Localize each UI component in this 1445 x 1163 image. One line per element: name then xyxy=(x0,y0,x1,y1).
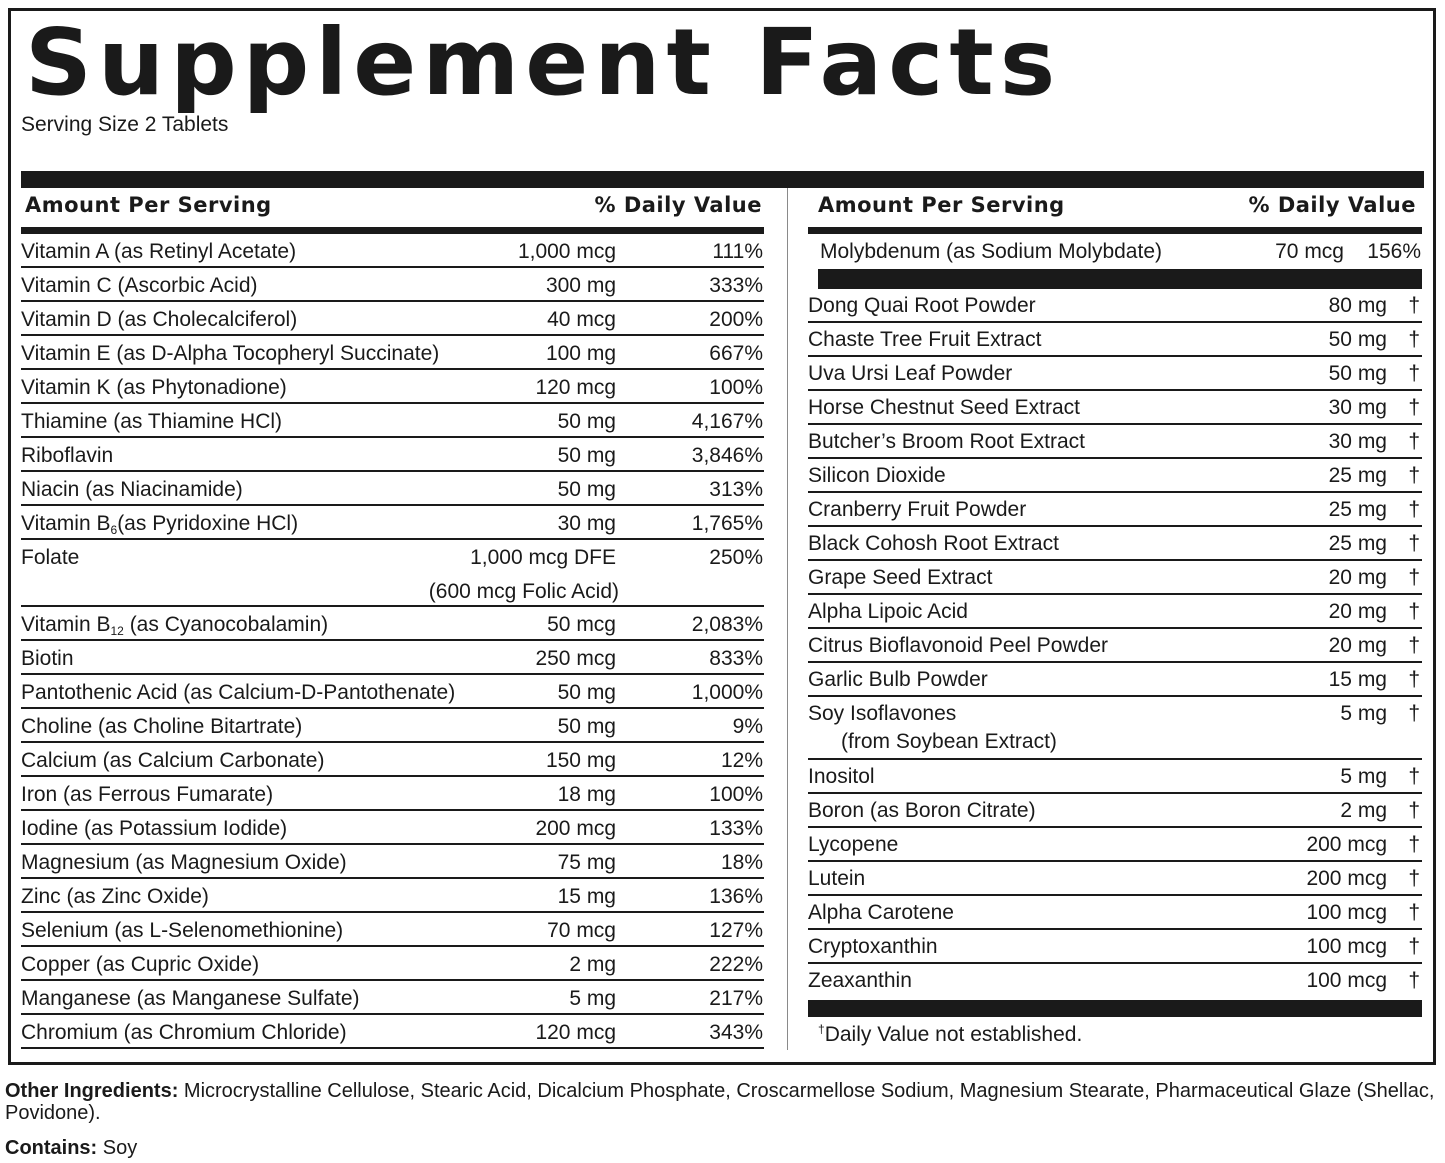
ingredient-name: Citrus Bioflavonoid Peel Powder xyxy=(808,634,1108,657)
nutrient-amount: 2 mg xyxy=(569,953,616,976)
nutrient-name xyxy=(21,613,328,637)
ingredient-name: Garlic Bulb Powder xyxy=(808,668,988,691)
nutrient-row xyxy=(21,302,764,336)
nutrient-row xyxy=(21,811,764,845)
nutrient-amount: 18 mg xyxy=(557,783,616,806)
nutrient-name: Pantothenic Acid (as Calcium-D-Pantothenate) xyxy=(21,681,456,704)
nutrient-name xyxy=(21,512,298,536)
nutrient-daily-value: 200% xyxy=(709,308,763,331)
nutrient-daily-value: 9% xyxy=(732,715,763,738)
right-ingredient-list xyxy=(808,289,1422,998)
nutrient-row xyxy=(21,981,764,1015)
ingredient-amount: 20 mg xyxy=(1328,600,1387,623)
dagger-symbol: † xyxy=(1408,498,1420,521)
ingredient-amount: 80 mg xyxy=(1328,294,1387,317)
nutrient-name: Choline (as Choline Bitartrate) xyxy=(21,715,303,738)
ingredient-row xyxy=(808,357,1422,391)
ingredient-name: Soy Isoflavones xyxy=(808,702,957,725)
nutrient-amount: 50 mcg xyxy=(547,613,616,636)
left-header xyxy=(21,188,764,234)
nutrient-row xyxy=(21,845,764,879)
header-amount-per-serving: Amount Per Serving xyxy=(25,193,272,217)
ingredient-name: Grape Seed Extract xyxy=(808,566,993,589)
dagger-symbol: † xyxy=(1408,362,1420,385)
other-ingredients xyxy=(5,1080,1435,1124)
nutrient-row xyxy=(21,370,764,404)
nutrient-daily-value: 4,167% xyxy=(691,410,763,433)
nutrient-amount: 50 mg xyxy=(557,444,616,467)
dagger-symbol: † xyxy=(1408,765,1420,788)
dagger-symbol: † xyxy=(1408,702,1420,725)
nutrient-row xyxy=(21,743,764,777)
nutrient-daily-value: 156% xyxy=(1367,240,1421,263)
nutrient-name: Vitamin E (as D-Alpha Tocopheryl Succinate) xyxy=(21,342,440,365)
nutrient-amount: 50 mg xyxy=(557,715,616,738)
nutrient-daily-value: 1,000% xyxy=(691,681,763,704)
nutrient-row-molybdenum xyxy=(808,234,1422,269)
ingredient-name: Horse Chestnut Seed Extract xyxy=(808,396,1080,419)
dagger-symbol: † xyxy=(1408,328,1420,351)
ingredient-name: Silicon Dioxide xyxy=(808,464,946,487)
nutrient-daily-value: 313% xyxy=(709,478,763,501)
nutrient-daily-value: 667% xyxy=(709,342,763,365)
bottom-divider-bar xyxy=(808,1000,1422,1017)
ingredient-row xyxy=(808,760,1422,794)
nutrient-row xyxy=(21,506,764,540)
nutrient-amount: 70 mcg xyxy=(547,919,616,942)
nutrient-name: Vitamin D (as Cholecalciferol) xyxy=(21,308,298,331)
nutrient-daily-value: 250% xyxy=(709,546,763,569)
nutrient-row xyxy=(21,607,764,641)
nutrient-amount: 75 mg xyxy=(557,851,616,874)
ingredient-row xyxy=(808,561,1422,595)
nutrient-row xyxy=(21,641,764,675)
dagger-symbol: † xyxy=(1408,935,1420,958)
ingredient-amount: 5 mg xyxy=(1340,765,1387,788)
nutrient-daily-value: 333% xyxy=(709,274,763,297)
ingredient-row xyxy=(808,629,1422,663)
nutrient-name: Magnesium (as Magnesium Oxide) xyxy=(21,851,347,874)
nutrient-row xyxy=(21,777,764,811)
ingredient-name: Lutein xyxy=(808,867,866,890)
allergen-statement xyxy=(5,1137,137,1159)
ingredient-name: Lycopene xyxy=(808,833,899,856)
ingredient-name: Butcher’s Broom Root Extract xyxy=(808,430,1085,453)
other-ingredients-text: Microcrystalline Cellulose, Stearic Acid, Dicalcium Phosphate, Croscarmellose Sodium, Magnesium Stearate, Pharmaceutical Glaze (Shellac, Povidone). xyxy=(5,1080,1435,1124)
nutrient-row xyxy=(21,540,764,607)
ingredient-name: Alpha Carotene xyxy=(808,901,954,924)
serving-size: Serving Size 2 Tablets xyxy=(21,113,229,136)
contains-label: Contains: xyxy=(5,1137,98,1159)
nutrient-row xyxy=(21,1015,764,1049)
nutrient-row xyxy=(21,268,764,302)
nutrient-amount: 40 mcg xyxy=(547,308,616,331)
nutrient-amount: 70 mcg xyxy=(1275,240,1344,263)
header-daily-value: % Daily Value xyxy=(594,193,762,217)
ingredient-name: Cranberry Fruit Powder xyxy=(808,498,1027,521)
left-nutrient-list xyxy=(21,234,764,1049)
dagger-symbol: † xyxy=(1408,600,1420,623)
nutrient-amount-note: (600 mcg Folic Acid) xyxy=(428,580,619,603)
nutrient-daily-value: 833% xyxy=(709,647,763,670)
nutrient-daily-value: 12% xyxy=(720,749,763,772)
nutrient-daily-value: 343% xyxy=(709,1021,763,1044)
dagger-symbol: † xyxy=(1408,430,1420,453)
nutrient-amount: 100 mg xyxy=(545,342,616,365)
column-separator xyxy=(787,188,788,1050)
ingredient-name: Alpha Lipoic Acid xyxy=(808,600,968,623)
dagger-symbol: † xyxy=(1408,396,1420,419)
ingredient-amount: 25 mg xyxy=(1328,498,1387,521)
nutrient-daily-value: 3,846% xyxy=(691,444,763,467)
nutrient-amount: 120 mcg xyxy=(535,376,616,399)
nutrient-row xyxy=(21,336,764,370)
nutrient-name: Manganese (as Manganese Sulfate) xyxy=(21,987,360,1010)
footnote-text: Daily Value not established. xyxy=(824,1023,1083,1046)
right-column xyxy=(808,188,1422,1047)
nutrient-amount: 5 mg xyxy=(569,987,616,1010)
ingredient-name: Zeaxanthin xyxy=(808,969,912,992)
nutrient-amount: 15 mg xyxy=(557,885,616,908)
nutrient-row xyxy=(21,472,764,506)
nutrient-name-part: Vitamin B xyxy=(21,512,111,535)
nutrient-amount: 30 mg xyxy=(557,512,616,535)
ingredient-row xyxy=(808,459,1422,493)
ingredient-row xyxy=(808,425,1422,459)
nutrient-daily-value: 1,765% xyxy=(691,512,763,535)
ingredient-amount: 25 mg xyxy=(1328,464,1387,487)
dagger-symbol: † xyxy=(1408,464,1420,487)
nutrient-name-part: (as Pyridoxine HCl) xyxy=(117,512,299,535)
nutrient-name: Thiamine (as Thiamine HCl) xyxy=(21,410,283,433)
ingredient-row xyxy=(808,697,1422,760)
ingredient-amount: 50 mg xyxy=(1328,362,1387,385)
ingredient-row xyxy=(808,964,1422,998)
nutrient-name: Iron (as Ferrous Fumarate) xyxy=(21,783,274,806)
nutrient-daily-value: 18% xyxy=(720,851,763,874)
ingredient-name: Dong Quai Root Powder xyxy=(808,294,1036,317)
nutrient-amount: 150 mg xyxy=(545,749,616,772)
nutrient-row xyxy=(21,404,764,438)
ingredient-amount: 20 mg xyxy=(1328,634,1387,657)
ingredient-row xyxy=(808,663,1422,697)
ingredient-row xyxy=(808,862,1422,896)
nutrient-name: Calcium (as Calcium Carbonate) xyxy=(21,749,325,772)
footnote xyxy=(808,1017,1422,1047)
nutrient-amount: 50 mg xyxy=(557,410,616,433)
nutrient-daily-value: 111% xyxy=(712,240,763,263)
ingredient-amount: 100 mcg xyxy=(1306,901,1387,924)
nutrient-daily-value: 136% xyxy=(709,885,763,908)
dagger-symbol: † xyxy=(1408,294,1420,317)
ingredient-name: Boron (as Boron Citrate) xyxy=(808,799,1036,822)
nutrient-row xyxy=(21,947,764,981)
dagger-symbol: † xyxy=(1408,566,1420,589)
nutrient-amount: 200 mcg xyxy=(535,817,616,840)
ingredient-name: Chaste Tree Fruit Extract xyxy=(808,328,1042,351)
nutrient-name: Riboflavin xyxy=(21,444,114,467)
nutrient-amount: 1,000 mcg DFE xyxy=(470,546,616,569)
other-ingredients-label: Other Ingredients: xyxy=(5,1080,179,1102)
ingredient-amount: 200 mcg xyxy=(1306,833,1387,856)
nutrient-daily-value: 100% xyxy=(709,376,763,399)
contains-text: Soy xyxy=(97,1137,138,1159)
ingredient-amount: 100 mcg xyxy=(1306,969,1387,992)
dagger-symbol: † xyxy=(1408,799,1420,822)
ingredient-row xyxy=(808,391,1422,425)
ingredient-name: Inositol xyxy=(808,765,875,788)
ingredient-amount: 50 mg xyxy=(1328,328,1387,351)
dagger-symbol: † xyxy=(1408,969,1420,992)
nutrient-amount: 1,000 mcg xyxy=(517,240,616,263)
nutrient-name: Niacin (as Niacinamide) xyxy=(21,478,243,501)
nutrient-amount: 50 mg xyxy=(557,478,616,501)
ingredient-amount: 30 mg xyxy=(1328,430,1387,453)
dagger-symbol: † xyxy=(1408,867,1420,890)
dagger-symbol: † xyxy=(818,1022,825,1036)
nutrient-name: Biotin xyxy=(21,647,74,670)
nutrient-amount: 250 mcg xyxy=(535,647,616,670)
nutrient-name: Copper (as Cupric Oxide) xyxy=(21,953,260,976)
nutrient-name: Chromium (as Chromium Chloride) xyxy=(21,1021,347,1044)
nutrient-name: Molybdenum (as Sodium Molybdate) xyxy=(820,240,1162,263)
left-column xyxy=(21,188,764,1049)
ingredient-row xyxy=(808,289,1422,323)
supplement-facts-panel xyxy=(8,8,1436,1065)
nutrient-daily-value: 100% xyxy=(709,783,763,806)
dagger-symbol: † xyxy=(1408,901,1420,924)
nutrient-name: Iodine (as Potassium Iodide) xyxy=(21,817,288,840)
dagger-symbol: † xyxy=(1408,634,1420,657)
nutrient-name-subscript: 12 xyxy=(110,624,124,638)
panel-title: Supplement Facts xyxy=(25,9,1062,116)
nutrient-row xyxy=(21,234,764,268)
nutrient-daily-value: 127% xyxy=(709,919,763,942)
ingredient-row xyxy=(808,828,1422,862)
header-amount-per-serving: Amount Per Serving xyxy=(818,193,1065,217)
nutrient-name: Zinc (as Zinc Oxide) xyxy=(21,885,209,908)
nutrient-daily-value: 133% xyxy=(709,817,763,840)
ingredient-amount: 20 mg xyxy=(1328,566,1387,589)
ingredient-amount: 100 mcg xyxy=(1306,935,1387,958)
ingredient-name: Cryptoxanthin xyxy=(808,935,938,958)
dagger-symbol: † xyxy=(1408,668,1420,691)
nutrient-name: Vitamin A (as Retinyl Acetate) xyxy=(21,240,297,263)
nutrient-row xyxy=(21,438,764,472)
ingredient-row xyxy=(808,896,1422,930)
ingredient-amount: 200 mcg xyxy=(1306,867,1387,890)
nutrient-name: Vitamin K (as Phytonadione) xyxy=(21,376,287,399)
top-divider-bar xyxy=(21,171,1424,188)
header-daily-value: % Daily Value xyxy=(1248,193,1416,217)
ingredient-amount: 25 mg xyxy=(1328,532,1387,555)
nutrient-name-part: Vitamin B xyxy=(21,613,111,636)
dagger-symbol: † xyxy=(1408,532,1420,555)
ingredient-row xyxy=(808,794,1422,828)
ingredient-name: Black Cohosh Root Extract xyxy=(808,532,1059,555)
nutrient-name-subscript: 6 xyxy=(110,523,118,537)
nutrient-amount: 50 mg xyxy=(557,681,616,704)
nutrient-daily-value: 2,083% xyxy=(691,613,763,636)
nutrient-name: Selenium (as L-Selenomethionine) xyxy=(21,919,344,942)
ingredient-amount: 5 mg xyxy=(1340,702,1387,725)
nutrient-name: Folate xyxy=(21,546,80,569)
nutrient-name-part: (as Cyanocobalamin) xyxy=(123,613,329,636)
nutrient-row xyxy=(21,675,764,709)
ingredient-name: Uva Ursi Leaf Powder xyxy=(808,362,1013,385)
ingredient-row xyxy=(808,930,1422,964)
ingredient-amount: 2 mg xyxy=(1340,799,1387,822)
nutrient-row xyxy=(21,879,764,913)
ingredient-row xyxy=(808,323,1422,357)
ingredient-amount: 15 mg xyxy=(1328,668,1387,691)
nutrient-amount: 300 mg xyxy=(545,274,616,297)
nutrient-row xyxy=(21,913,764,947)
nutrient-daily-value: 222% xyxy=(709,953,763,976)
ingredient-row xyxy=(808,595,1422,629)
nutrient-row xyxy=(21,709,764,743)
ingredient-name-note: (from Soybean Extract) xyxy=(841,730,1057,753)
ingredient-row xyxy=(808,527,1422,561)
section-divider-bar xyxy=(818,269,1422,289)
ingredient-row xyxy=(808,493,1422,527)
ingredient-amount: 30 mg xyxy=(1328,396,1387,419)
nutrient-amount: 120 mcg xyxy=(535,1021,616,1044)
nutrient-name: Vitamin C (Ascorbic Acid) xyxy=(21,274,258,297)
nutrient-daily-value: 217% xyxy=(709,987,763,1010)
right-header xyxy=(808,188,1422,234)
dagger-symbol: † xyxy=(1408,833,1420,856)
